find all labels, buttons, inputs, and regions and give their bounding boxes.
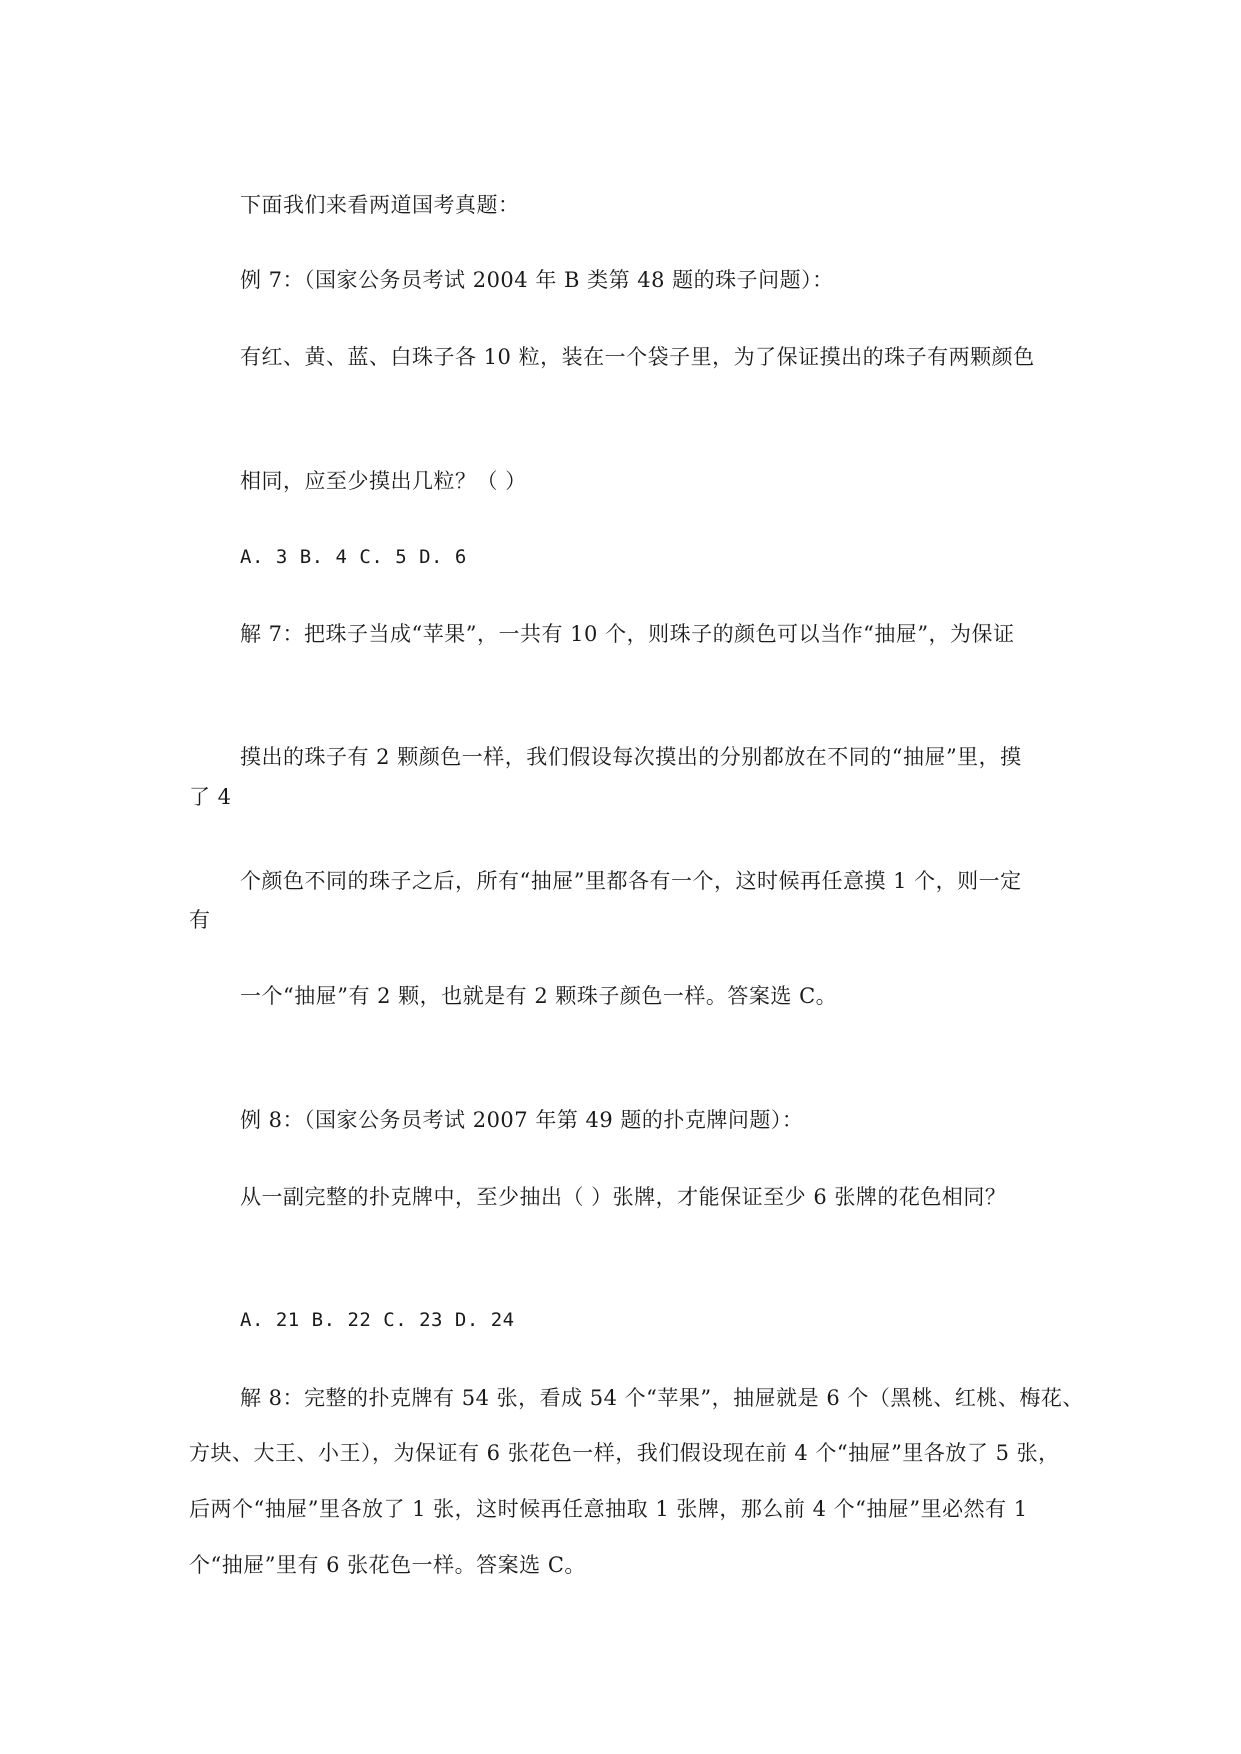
solution-8-line-2: 方块、大王、小王），为保证有 6 张花色一样，我们假设现在前 4 个“抽屉”里各放了 5 张， xyxy=(189,1441,1060,1465)
solution-8-line-4: 个“抽屉”里有 6 张花色一样。答案选 C。 xyxy=(189,1553,586,1577)
example-7-heading: 例 7：（国家公务员考试 2004 年 B 类第 48 题的珠子问题）： xyxy=(240,268,834,292)
solution-7-line-2: 摸出的珠子有 2 颗颜色一样，我们假设每次摸出的分别都放在不同的“抽屉”里，摸 xyxy=(240,745,1022,769)
solution-8-line-3: 后两个“抽屉”里各放了 1 张，这时候再任意抽取 1 张牌，那么前 4 个“抽屉”里必然有 1 xyxy=(189,1497,1028,1521)
solution-7-line-1: 解 7：把珠子当成“苹果”，一共有 10 个，则珠子的颜色可以当作“抽屉”，为保证 xyxy=(240,622,1015,646)
solution-7-line-3: 了 4 xyxy=(189,785,232,809)
solution-7-line-6: 一个“抽屉”有 2 颗，也就是有 2 颗珠子颜色一样。答案选 C。 xyxy=(240,984,838,1008)
example-8-options: A. 21 B. 22 C. 23 D. 24 xyxy=(240,1309,515,1331)
example-8-heading: 例 8：（国家公务员考试 2007 年第 49 题的扑克牌问题）： xyxy=(240,1108,804,1132)
example-7-options: A. 3 B. 4 C. 5 D. 6 xyxy=(240,546,467,568)
example-7-question-line-2: 相同，应至少摸出几粒？（ ） xyxy=(240,469,527,493)
solution-7-line-4: 个颜色不同的珠子之后，所有“抽屉”里都各有一个，这时候再任意摸 1 个，则一定 xyxy=(240,869,1022,893)
solution-7-line-5: 有 xyxy=(189,908,211,932)
example-8-question: 从一副完整的扑克牌中，至少抽出（ ）张牌，才能保证至少 6 张牌的花色相同？ xyxy=(240,1185,1007,1209)
intro-text: 下面我们来看两道国考真题： xyxy=(240,193,520,217)
example-7-question-line-1: 有红、黄、蓝、白珠子各 10 粒，装在一个袋子里，为了保证摸出的珠子有两颗颜色 xyxy=(240,345,1035,369)
solution-8-line-1: 解 8：完整的扑克牌有 54 张，看成 54 个“苹果”，抽屉就是 6 个（黑桃、红桃、梅花、 xyxy=(240,1386,1084,1410)
